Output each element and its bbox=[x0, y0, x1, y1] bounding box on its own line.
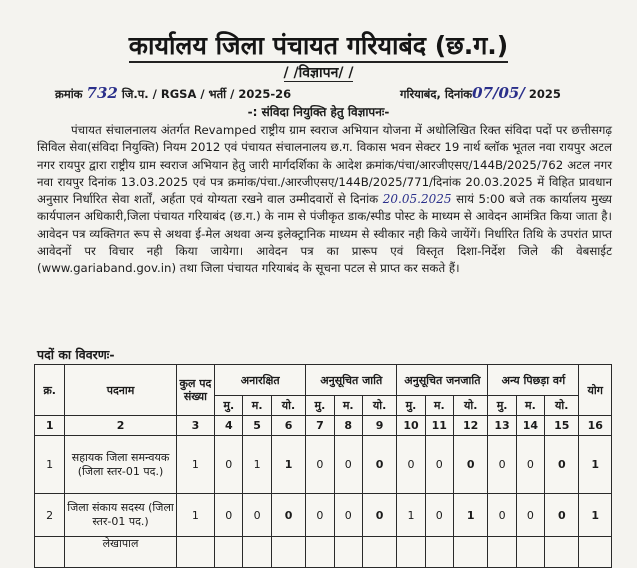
ref-suffix: जि.प. / RGSA / भर्ती / 2025-26 bbox=[121, 87, 292, 101]
col-number: 7 bbox=[306, 416, 334, 436]
row-value: 0 bbox=[516, 436, 544, 494]
sub-male: मु. bbox=[306, 396, 334, 416]
row-value: 0 bbox=[334, 436, 362, 494]
post-details-heading: पदों का विवरणः- bbox=[37, 347, 115, 362]
row-value: 1 bbox=[243, 436, 271, 494]
col-number: 3 bbox=[176, 416, 214, 436]
table-header-row bbox=[35, 365, 612, 396]
sub-male: मु. bbox=[215, 396, 243, 416]
row-total bbox=[176, 537, 214, 568]
col-number: 15 bbox=[545, 416, 579, 436]
subject-line: -: संविदा नियुक्ति हेतु विज्ञापनः- bbox=[247, 105, 390, 119]
body-part-2: सायं 5:00 बजे तक कार्यालय मुख्य कार्यपालन अधिकारी,जिला पंचायत गरियाबंद (छ.ग.) के नाम से पंजीकृत डाक/स्पीड पोस्ट के माध्यम से आवेदन आमंत्रित किया जाता है। आवेदन पत्र व्यक्तिगत रूप से अथवा ई-मेल अथवा अन्य इलेक्ट्रानिक माध्यम से स्वीकार नही किये जायेंगें। निर्धारित तिथि के उपरांत प्राप्त आवेदनों पर विचार नही किया जायेगा। आवेदन पत्र का प्रारूप एवं विस्तृत दिशा-निर्देश जिले की वेबसाईट (www.gariaband.gov.in) तथा जिला पंचायत गरियाबंद के सूचना पटल से प्राप्त कर सकते हैं। bbox=[37, 192, 612, 275]
row-value: 0 bbox=[243, 494, 271, 537]
notice-label bbox=[0, 63, 637, 82]
row-value: 0 bbox=[215, 436, 243, 494]
col-sc: अनुसूचित जाति bbox=[306, 365, 397, 396]
col-number: 9 bbox=[362, 416, 396, 436]
row-sno: 2 bbox=[35, 494, 65, 537]
row-value bbox=[516, 537, 544, 568]
row-sno: 1 bbox=[35, 436, 65, 494]
row-value: 0 bbox=[516, 494, 544, 537]
row-value bbox=[334, 537, 362, 568]
row-total: 1 bbox=[176, 494, 214, 537]
col-number: 13 bbox=[488, 416, 516, 436]
row-value: 0 bbox=[545, 494, 579, 537]
office-title-text: कार्यालय जिला पंचायत गरियाबंद (छ.ग.) bbox=[129, 31, 508, 63]
col-number: 12 bbox=[453, 416, 487, 436]
row-value bbox=[243, 537, 271, 568]
sub-total: यो. bbox=[453, 396, 487, 416]
notice-label-text: / /विज्ञापन/ / bbox=[283, 65, 354, 81]
sub-female: म. bbox=[243, 396, 271, 416]
sub-female: म. bbox=[516, 396, 544, 416]
last-date-handwritten: 20.05.2025 bbox=[382, 192, 452, 206]
body-part-1: पंचायत संचालनालय अंतर्गत Revamped राष्ट्रीय ग्राम स्वराज अभियान योजना में अधोलिखित रिक्त संविदा पदों पर छत्तीसगढ़ सिविल सेवा(संविदा नियुक्ति) नियम 2012 एवं पंचायत संचालनालय छ.ग. विकास भवन सेक्टर 19 नार्थ ब्लॉक भूतल नवा रायपुर अटल नगर रायपुर द्वारा राष्ट्रीय ग्राम स्वराज अभियान हेतु जारी मार्गदर्शिका के आदेश क्रमांक/पंचा/आरजीएसए/144B/2025/762 अटल नगर नवा रायपुर दिनांक 13.03.2025 एवं पत्र क्रमांक/पंचा./आरजीएसए/144B/2025/771/दिनांक 20.03.2025 में विहित प्रावधान अनुसार निर्धारित सेवा शर्तों, अर्हता एवं योग्यता रखने वाल उम्मीदवारों से दिनांक bbox=[37, 123, 612, 206]
sub-female: म. bbox=[334, 396, 362, 416]
col-number: 16 bbox=[579, 416, 612, 436]
row-value: 1 bbox=[397, 494, 425, 537]
row-grand-total bbox=[579, 537, 612, 568]
row-post-name: लेखापाल bbox=[65, 537, 176, 568]
row-value bbox=[545, 537, 579, 568]
col-post: पदनाम bbox=[65, 365, 176, 416]
col-obc: अन्य पिछड़ा वर्ग bbox=[488, 365, 579, 396]
col-number: 11 bbox=[425, 416, 453, 436]
column-number-row bbox=[35, 416, 612, 436]
row-value: 1 bbox=[271, 436, 305, 494]
row-value: 0 bbox=[545, 436, 579, 494]
row-value bbox=[271, 537, 305, 568]
ref-number-handwritten: 732 bbox=[86, 84, 118, 102]
col-st: अनुसूचित जनजाति bbox=[397, 365, 488, 396]
col-total: कुल पद संख्या bbox=[176, 365, 214, 416]
col-number: 6 bbox=[271, 416, 305, 436]
row-post-name: जिला संकाय सदस्य (जिला स्तर-01 पद.) bbox=[65, 494, 176, 537]
date-handwritten: 07/05/ bbox=[472, 84, 525, 102]
row-value: 0 bbox=[334, 494, 362, 537]
row-value: 0 bbox=[453, 436, 487, 494]
row-value bbox=[425, 537, 453, 568]
row-total: 1 bbox=[176, 436, 214, 494]
row-value: 0 bbox=[306, 494, 334, 537]
posts-table bbox=[34, 364, 612, 568]
date-year: 2025 bbox=[528, 87, 561, 101]
col-number: 8 bbox=[334, 416, 362, 436]
col-number: 5 bbox=[243, 416, 271, 436]
row-sno bbox=[35, 537, 65, 568]
col-number: 4 bbox=[215, 416, 243, 436]
row-grand-total: 1 bbox=[579, 436, 612, 494]
office-title bbox=[0, 28, 637, 62]
sub-male: मु. bbox=[488, 396, 516, 416]
notice-body bbox=[37, 122, 612, 277]
sub-total: यो. bbox=[545, 396, 579, 416]
table-row bbox=[35, 494, 612, 537]
sub-female: म. bbox=[425, 396, 453, 416]
col-grand-total: योग bbox=[579, 365, 612, 416]
row-post-name: सहायक जिला समन्वयक (जिला स्तर-01 पद.) bbox=[65, 436, 176, 494]
issue-date bbox=[400, 84, 561, 102]
table-row bbox=[35, 436, 612, 494]
reference-number bbox=[55, 84, 291, 102]
col-number: 1 bbox=[35, 416, 65, 436]
row-value: 0 bbox=[271, 494, 305, 537]
row-value: 1 bbox=[453, 494, 487, 537]
sub-male: मु. bbox=[397, 396, 425, 416]
row-value bbox=[453, 537, 487, 568]
row-value bbox=[215, 537, 243, 568]
col-sno: क्र. bbox=[35, 365, 65, 416]
row-value bbox=[362, 537, 396, 568]
ref-prefix: क्रमांक bbox=[55, 87, 83, 101]
row-value: 0 bbox=[215, 494, 243, 537]
col-number: 10 bbox=[397, 416, 425, 436]
row-value: 0 bbox=[306, 436, 334, 494]
row-value: 0 bbox=[362, 494, 396, 537]
row-value bbox=[397, 537, 425, 568]
row-value: 0 bbox=[425, 436, 453, 494]
row-value: 0 bbox=[488, 494, 516, 537]
date-prefix: गरियाबंद, दिनांक bbox=[400, 87, 473, 101]
row-grand-total: 1 bbox=[579, 494, 612, 537]
row-value bbox=[306, 537, 334, 568]
table-row bbox=[35, 537, 612, 568]
row-value: 0 bbox=[397, 436, 425, 494]
sub-total: यो. bbox=[362, 396, 396, 416]
sub-total: यो. bbox=[271, 396, 305, 416]
col-unreserved: अनारक्षित bbox=[215, 365, 306, 396]
row-value: 0 bbox=[425, 494, 453, 537]
col-number: 14 bbox=[516, 416, 544, 436]
row-value: 0 bbox=[488, 436, 516, 494]
row-value bbox=[488, 537, 516, 568]
col-number: 2 bbox=[65, 416, 176, 436]
row-value: 0 bbox=[362, 436, 396, 494]
